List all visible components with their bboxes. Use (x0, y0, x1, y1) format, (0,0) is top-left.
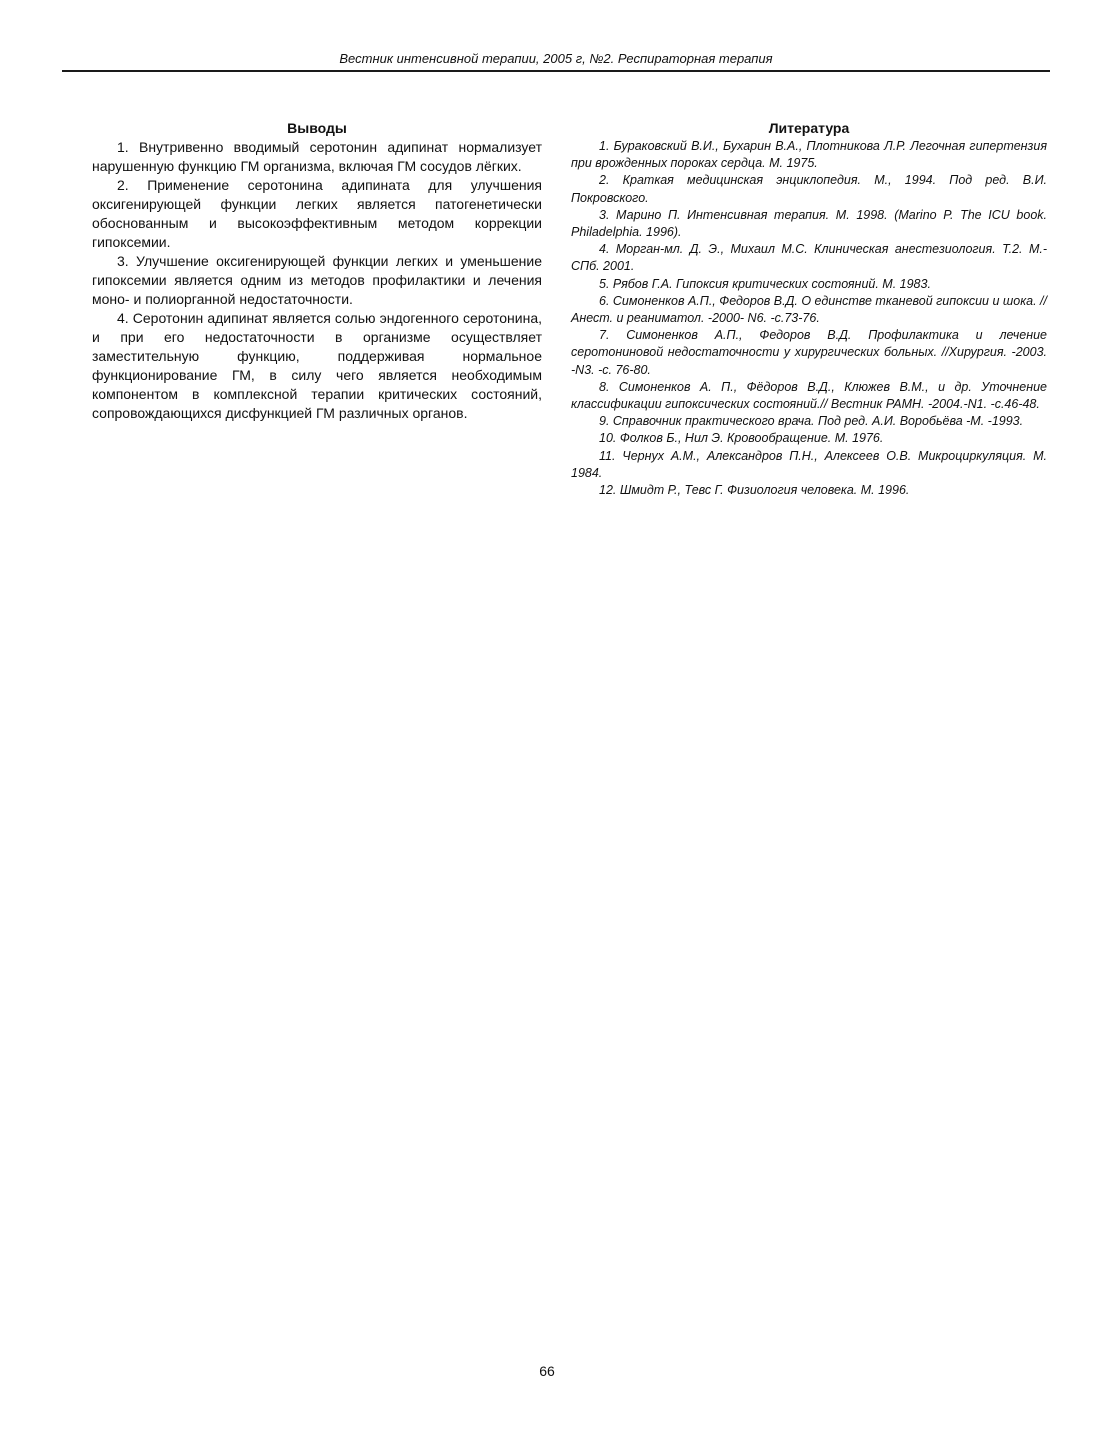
reference-item: 9. Справочник практического врача. Под ред. А.И. Воробьёва -М. -1993. (599, 414, 1024, 429)
conclusion-item: 4. Серотонин адипинат является солью эндогенного серотонина, и при его недостаточности в организме осуществляет заместительную функцию, поддерживая нормальное функционирование ГМ, в силу чего является необходимым компонентом в комплексной терапии критических состояний, сопровождающихся дисфункцией ГМ различных органов. (92, 310, 542, 421)
reference-item: 2. Краткая медицинская энциклопедия. М., 1994. Под ред. В.И. Покровского. (571, 173, 1047, 205)
running-header: Вестник интенсивной терапии, 2005 г, №2. Респираторная терапия (339, 51, 773, 66)
reference-item: 5. Рябов Г.А. Гипоксия критических состояний. М. 1983. (599, 276, 931, 291)
conclusions-heading: Выводы (287, 120, 347, 136)
reference-item: 10. Фолков Б., Нил Э. Кровообращение. М. 1976. (599, 431, 884, 446)
reference-item: 11. Чернух А.М., Александров П.Н., Алексеев О.В. Микроциркуляция. М. 1984. (571, 448, 1047, 480)
reference-item: 7. Симоненков А.П., Федоров В.Д. Профилактика и лечение серотониновой недостаточности у хирургических больных. //Хирургия. -2003. -N3. -с. 76-80. (571, 328, 1047, 377)
reference-item: 1. Бураковский В.И., Бухарин В.А., Плотникова Л.Р. Легочная гипертензия при врожденных пороках сердца. М. 1975. (571, 139, 1047, 171)
reference-item: 12. Шмидт Р., Тевс Г. Физиология человека. М. 1996. (599, 483, 910, 498)
references-column (571, 118, 1047, 499)
conclusion-item: 2. Применение серотонина адипината для улучшения оксигенирующей функции легких является патогенетически обоснованным и высокоэффективным методом коррекции гипоксемии. (92, 177, 542, 250)
conclusions-column (92, 118, 542, 423)
reference-item: 8. Симоненков А. П., Фёдоров В.Д., Клюжев В.М., и др. Уточнение классификации гипоксических состояний.// Вестник РАМН. -2004.-N1. -с.46-48. (571, 379, 1047, 412)
reference-item: 3. Марино П. Интенсивная терапия. М. 1998. (Marino P. The ICU book. Philadelphia. 1996). (571, 207, 1047, 240)
conclusion-item: 1. Внутривенно вводимый серотонин адипинат нормализует нарушенную функцию ГМ организма, включая ГМ сосудов лёгких. (92, 139, 542, 174)
header-rule (62, 70, 1050, 72)
page-number: 66 (539, 1363, 555, 1379)
reference-item: 4. Морган-мл. Д. Э., Михаил М.С. Клиническая анестезиология. Т.2. М.-СПб. 2001. (571, 242, 1047, 274)
reference-item: 6. Симоненков А.П., Федоров В.Д. О единстве тканевой гипоксии и шока. //Анест. и реаниматол. -2000- N6. -с.73-76. (571, 293, 1047, 326)
references-heading: Литература (768, 120, 850, 136)
conclusion-item: 3. Улучшение оксигенирующей функции легких и уменьшение гипоксемии является одним из методов профилактики и лечения моно- и полиорганной недостаточности. (92, 253, 542, 307)
